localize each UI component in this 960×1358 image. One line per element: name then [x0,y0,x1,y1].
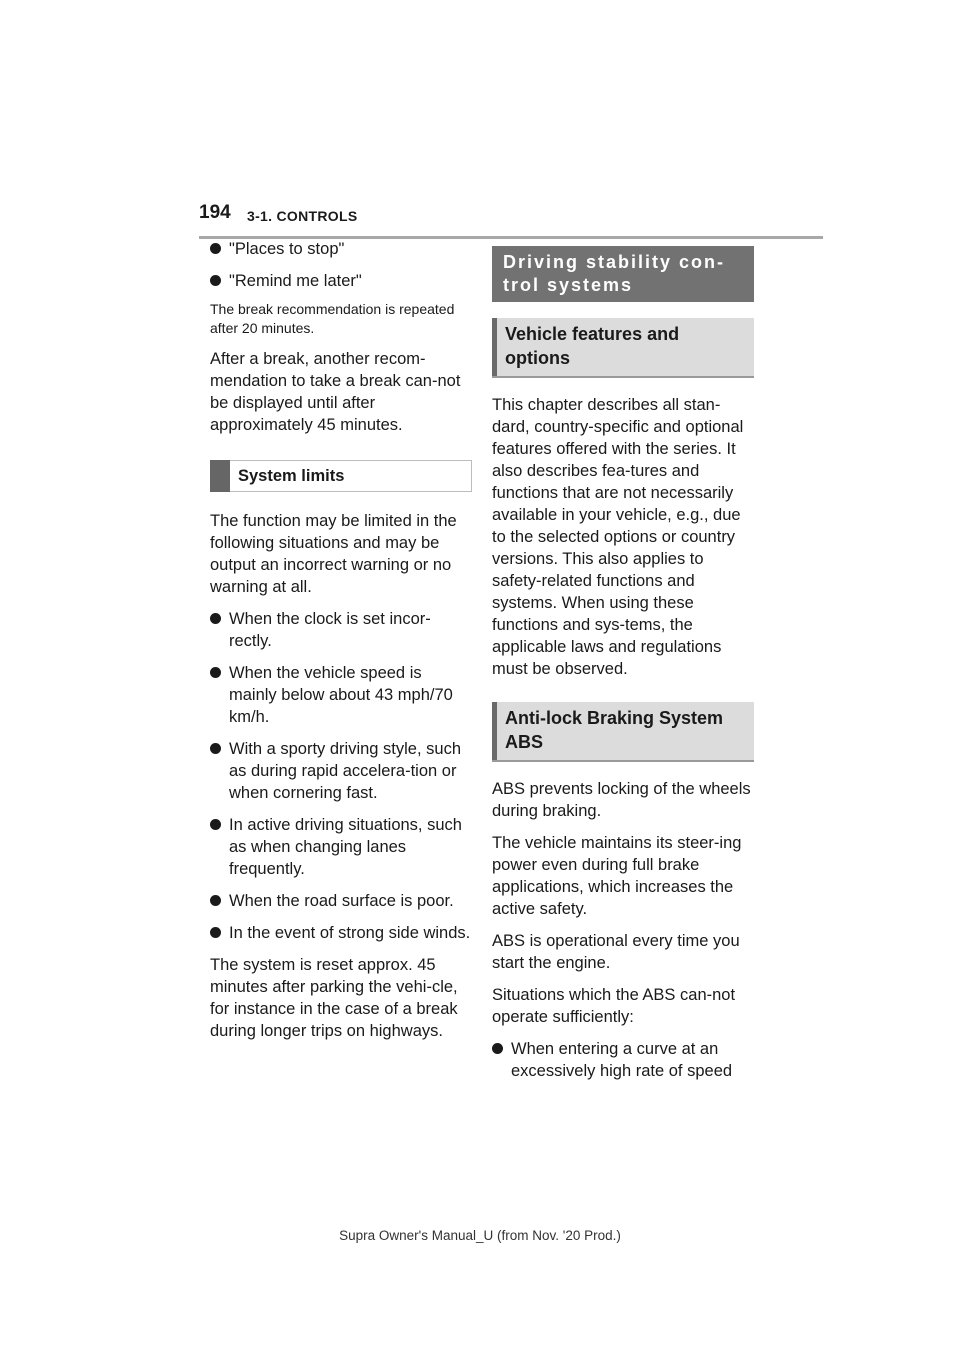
paragraph: After a break, another recom-mendation to take a break can-not be displayed until after approximately 45 minutes. [210,350,461,434]
page-number: 194 [199,202,231,223]
chapter-heading: Driving stability con-trol systems [492,246,754,302]
subheading-abs: Anti-lock Braking System ABS [492,702,754,762]
bullet-icon [210,613,221,624]
bullet-icon [210,667,221,678]
page-header [199,200,823,239]
list-item: In the event of strong side winds. [210,922,472,944]
bullet-icon [210,819,221,830]
list-item: In active driving situations, such as when changing lanes frequently. [210,814,472,880]
page-footer: Supra Owner's Manual_U (from Nov. '20 Prod.) [339,1228,621,1243]
list-item: "Places to stop" [210,238,472,260]
heading-bar [492,702,497,760]
bullet-icon [210,927,221,938]
bullet-icon [210,743,221,754]
bullet-icon [210,275,221,286]
bullet-icon [210,895,221,906]
list-item: When entering a curve at an excessively high rate of speed [492,1038,754,1082]
paragraph: The function may be limited in the following situations and may be output an incorrect warning or no warning at all. [210,512,457,596]
heading-system-limits: System limits [210,460,472,492]
paragraph: The system is reset approx. 45 minutes after parking the vehi-cle, for instance in the case of a break during longer trips on highways. [210,956,458,1040]
paragraph: Situations which the ABS can-not operate sufficiently: [492,986,736,1026]
list-item: "Remind me later" [210,270,472,292]
paragraph: ABS prevents locking of the wheels during braking. [492,780,751,820]
heading-bar [210,460,230,492]
list-item: When the vehicle speed is mainly below about 43 mph/70 km/h. [210,662,472,728]
section-title: 3-1. CONTROLS [247,208,358,224]
bullet-icon [210,243,221,254]
heading-bar [492,318,497,376]
bullet-icon [492,1043,503,1054]
paragraph: ABS is operational every time you start the engine. [492,932,740,972]
paragraph: This chapter describes all stan-dard, country-specific and optional features offered with the series. It also describes fea-tures and functions that are not necessarily available in your vehicle, e.g., due to the selected options or country versions. This also applies to safety-related functions and systems. When using these functions and sys-tems, the applicable laws and regulations must be observed. [492,396,744,678]
list-item: When the clock is set incor-rectly. [210,608,472,652]
list-item: With a sporty driving style, such as during rapid accelera-tion or when cornering fast. [210,738,472,804]
paragraph: The vehicle maintains its steer-ing power even during full brake applications, which increases the active safety. [492,834,742,918]
left-column [210,238,472,1052]
right-column [492,238,754,1092]
list-item: When the road surface is poor. [210,890,472,912]
note-text: The break recommendation is repeated after 20 minutes. [210,301,455,336]
subheading-vehicle-features: Vehicle features and options [492,318,754,378]
